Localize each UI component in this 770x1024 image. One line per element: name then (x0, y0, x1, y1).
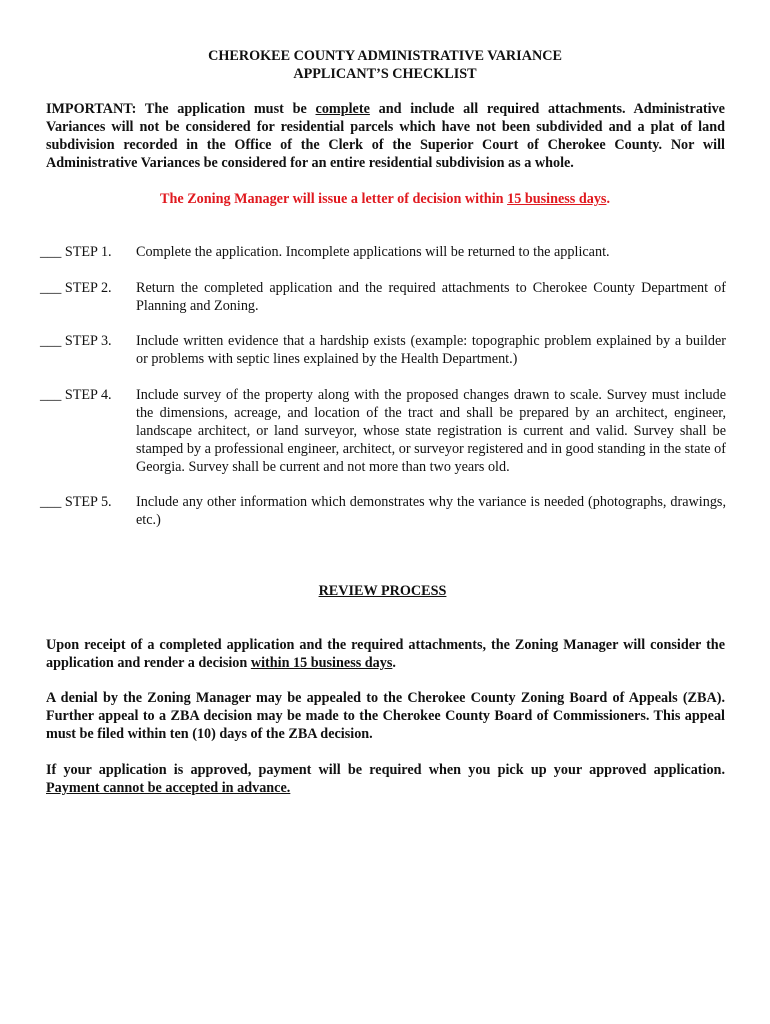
important-rest: and include all required attachments. Administrative Variances will not be considered for residential parcels which have not been subdivided and a plat of land subdivision recorded in the Office of the Clerk of the Superior Court of Cherokee County. Nor will Administrative Variances be considered for an entire residential subdivision as a whole. (46, 101, 725, 171)
title-line-1: CHEROKEE COUNTY ADMINISTRATIVE VARIANCE (208, 48, 562, 64)
step-label: ___ STEP 3. (40, 333, 112, 349)
review-paragraph-1 (46, 636, 725, 672)
review-process-heading: REVIEW PROCESS (318, 583, 447, 599)
review-p1-underlined: within 15 business days (250, 655, 393, 671)
review-paragraph-2: A denial by the Zoning Manager may be appealed to the Cherokee County Zoning Board of Appeals (ZBA). Further appeal to a ZBA decision may be made to the Cherokee County Board of Commissioners. This appeal must be filed within ten (10) days of the ZBA decision. (46, 690, 725, 742)
step-text: Include survey of the property along with the proposed changes drawn to scale. Survey must include the dimensions, acreage, and location of the tract and shall be prepared by an architect, engineer, landscape architect, or land surveyor, whose state registration is current and valid. Survey shall be stamped by a professional engineer, architect, or surveyor registered and in good standing in the state of Georgia. Survey shall be current and not more than two years old. (136, 387, 726, 475)
notice-end: . (606, 191, 610, 207)
step-label: ___ STEP 5. (40, 494, 112, 510)
review-paragraph-3 (46, 761, 725, 797)
important-paragraph (46, 100, 725, 172)
notice-underlined: 15 business days (507, 191, 607, 207)
title-line-2: APPLICANT’S CHECKLIST (293, 66, 477, 82)
step-label: ___ STEP 2. (40, 280, 112, 296)
step-text: Include any other information which demonstrates why the variance is needed (photographs, drawings, etc.) (136, 494, 726, 528)
review-p1-lead: Upon receipt of a completed application and the required attachments, the Zoning Manager will consider the application and render a decision (46, 637, 725, 671)
important-lead: IMPORTANT: The application must be (46, 101, 316, 117)
step-text: Include written evidence that a hardship exists (example: topographic problem explained by a builder or problems with septic lines explained by the Health Department.) (136, 333, 726, 367)
review-p1-end: . (392, 655, 396, 671)
notice-lead: The Zoning Manager will issue a letter of decision within (160, 191, 508, 207)
decision-notice (0, 190, 770, 208)
review-p3-lead: If your application is approved, payment will be required when you pick up your approved application. (46, 762, 725, 778)
document-title (0, 47, 770, 83)
step-label: ___ STEP 1. (40, 244, 112, 260)
important-underlined-word: complete (315, 101, 370, 117)
step-text: Return the completed application and the required attachments to Cherokee County Department of Planning and Zoning. (136, 280, 726, 314)
step-label: ___ STEP 4. (40, 387, 112, 403)
step-text: Complete the application. Incomplete applications will be returned to the applicant. (136, 244, 610, 260)
review-p3-underlined: Payment cannot be accepted in advance. (46, 780, 291, 796)
